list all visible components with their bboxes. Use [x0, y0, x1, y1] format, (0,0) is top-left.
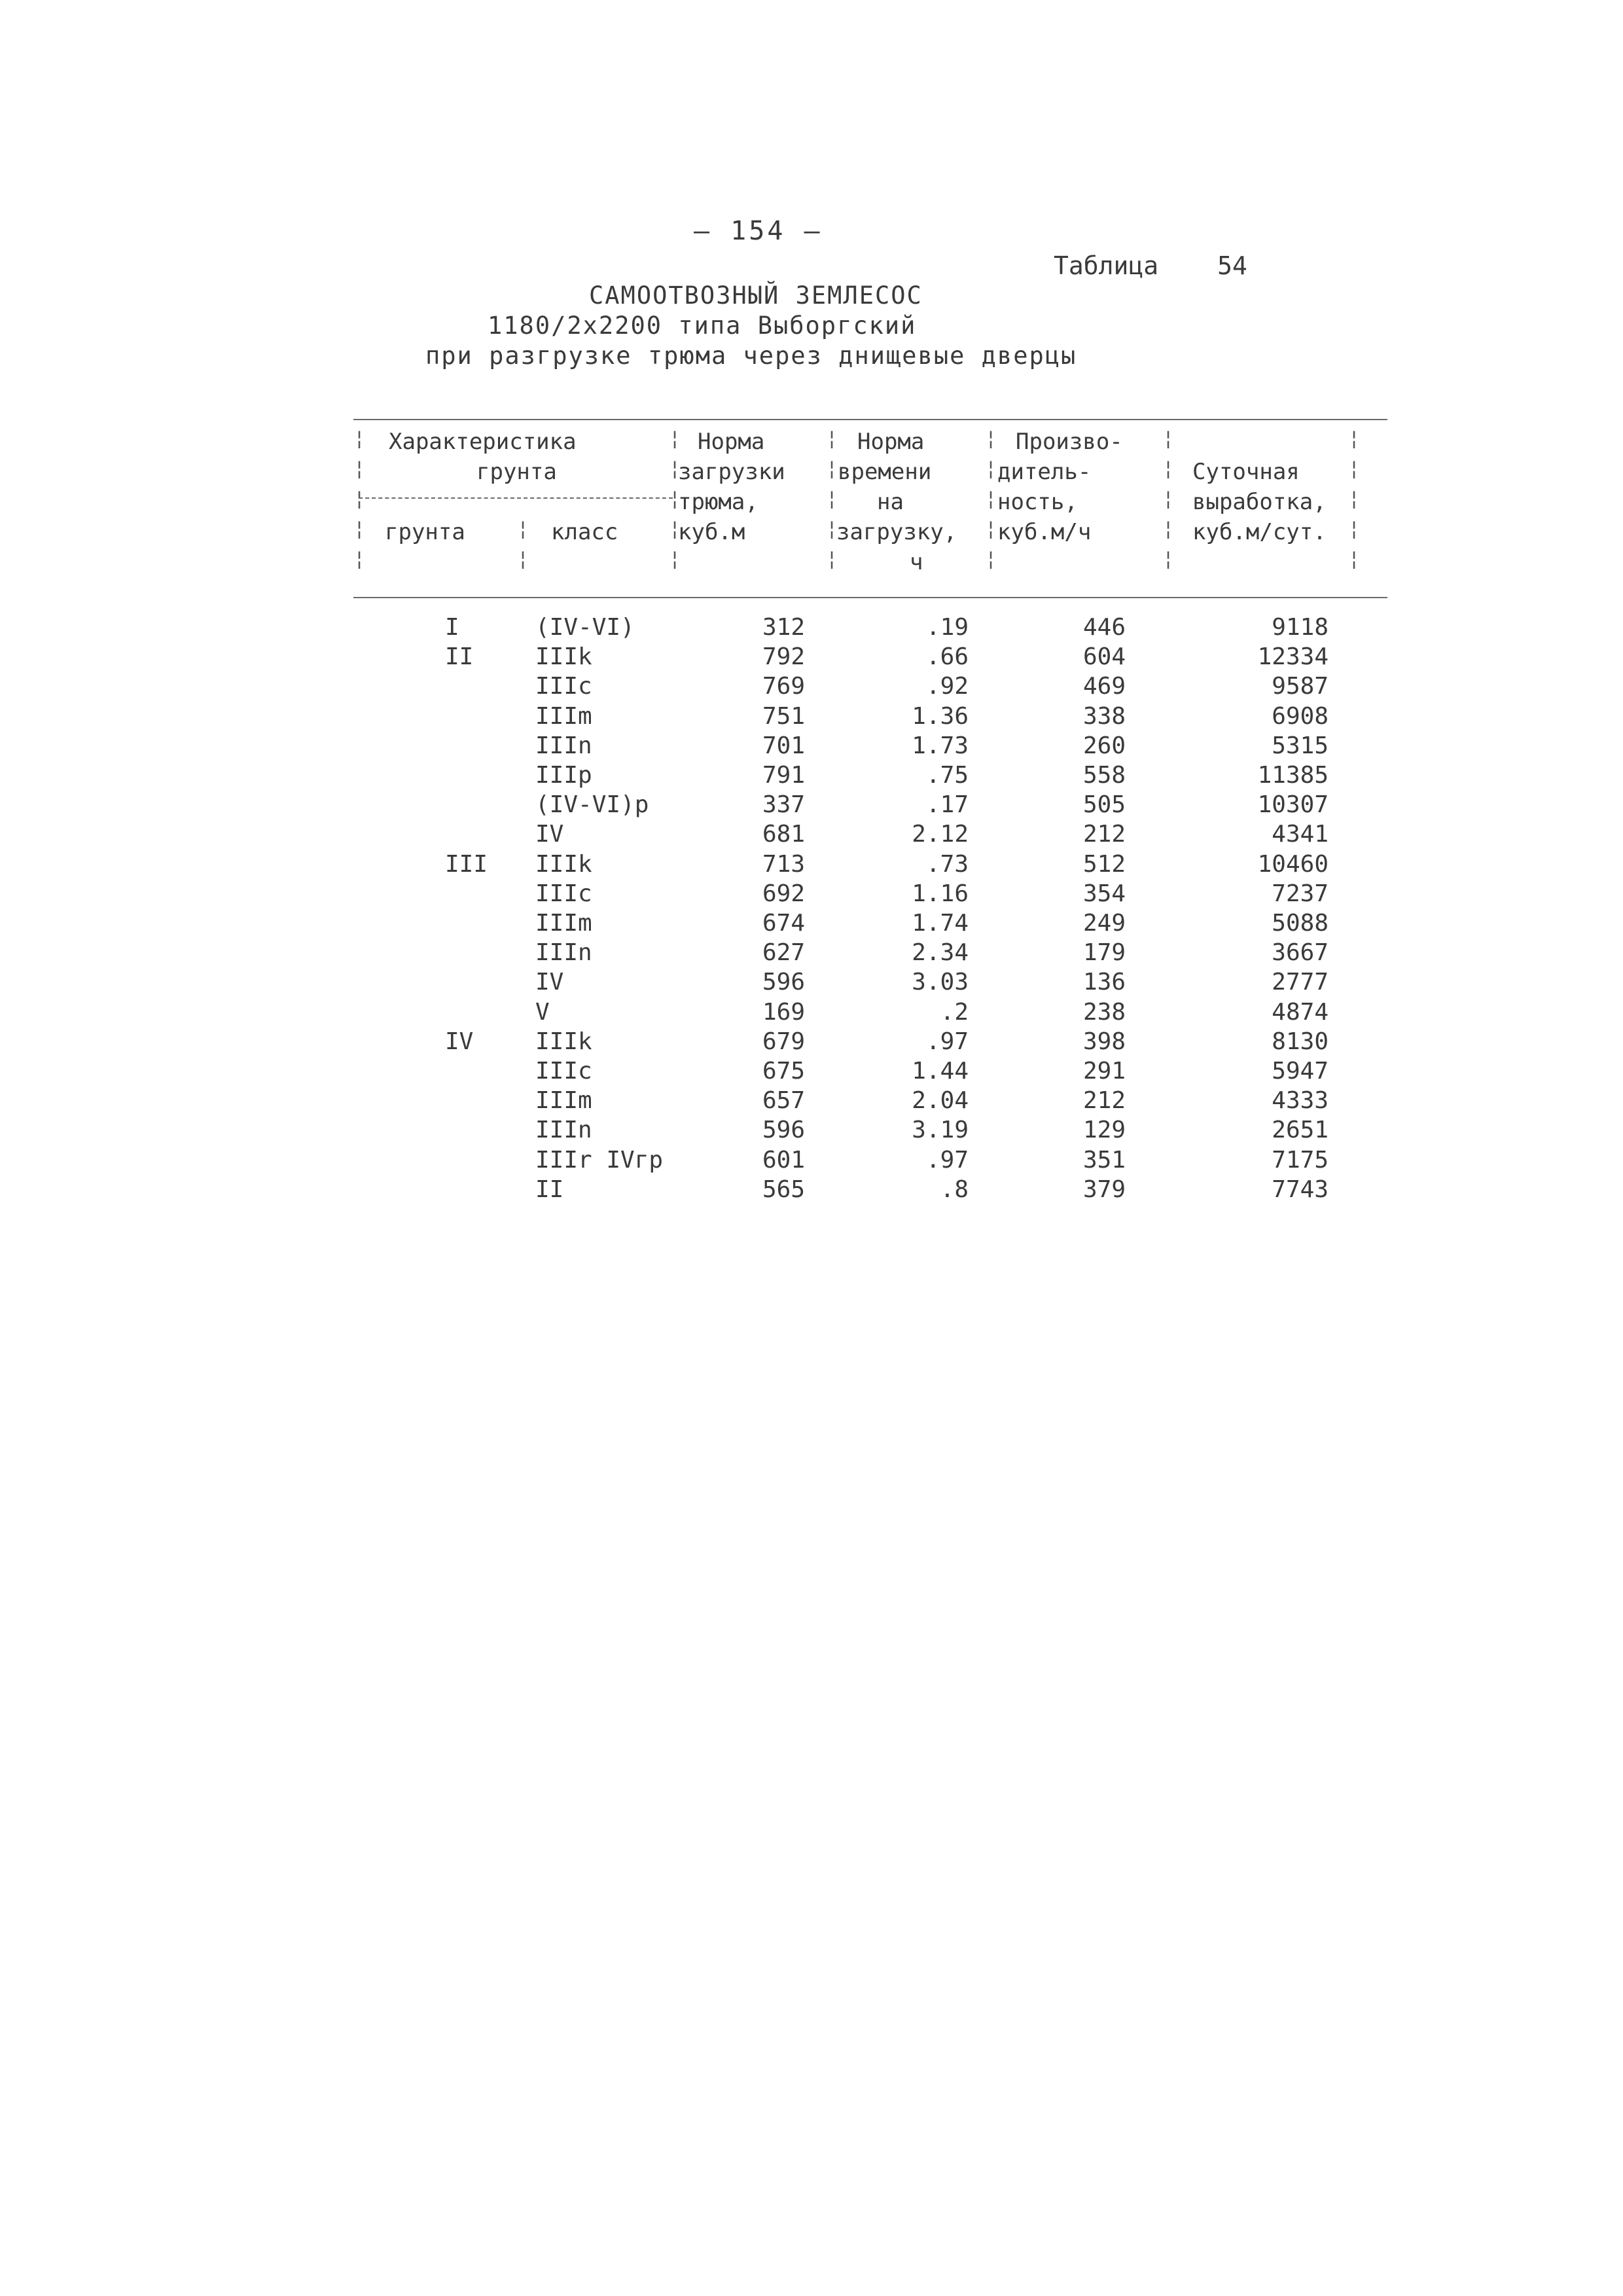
time-norm-cell: 2.34	[912, 939, 969, 967]
header-daily-output-3: куб.м/сут.	[1192, 519, 1327, 545]
time-norm-cell: .73	[925, 850, 969, 878]
header-time-norm-4: загрузку,	[836, 519, 957, 545]
time-norm-cell: 3.03	[912, 969, 969, 996]
header-load-norm-4: куб.м	[678, 519, 745, 545]
header-daily-output-2: выработка,	[1192, 489, 1327, 515]
time-norm-cell: 3.19	[912, 1117, 969, 1144]
header-productivity-3: ность,	[997, 489, 1078, 515]
table-title-line1: САМООТВОЗНЫЙ ЗЕМЛЕСОС	[589, 281, 923, 310]
productivity-cell: 469	[1082, 673, 1126, 700]
soil-class-cell: IIIm	[535, 1087, 592, 1115]
daily-output-cell: 9118	[1272, 614, 1329, 641]
header-daily-output-1: Суточная	[1192, 459, 1300, 485]
soil-class-cell: IIIp	[535, 762, 592, 789]
soil-class-cell: IIIm	[535, 910, 592, 937]
soil-class-cell: IIIc	[535, 673, 592, 700]
col-separator: ¦ ¦ ¦ ¦ ¦	[1162, 427, 1175, 571]
daily-output-cell: 7175	[1272, 1146, 1329, 1174]
page-number: — 154 —	[694, 216, 823, 246]
soil-class-cell: IIIm	[535, 702, 592, 730]
header-dashed-divider	[359, 497, 673, 499]
header-load-norm-3: трюма,	[678, 489, 758, 515]
productivity-cell: 249	[1082, 910, 1126, 937]
col-separator: ¦ ¦ ¦ ¦ ¦	[985, 427, 997, 571]
load-norm-cell: 601	[762, 1146, 805, 1174]
productivity-cell: 129	[1082, 1117, 1126, 1144]
header-time-norm-5: ч	[910, 549, 923, 575]
soil-class-cell: (IV-VI)	[535, 614, 635, 641]
header-soil-group: грунта	[385, 519, 465, 545]
productivity-cell: 338	[1082, 702, 1126, 730]
col-separator: ¦ ¦ ¦ ¦ ¦	[826, 427, 838, 571]
col-separator: ¦ ¦	[517, 518, 529, 571]
load-norm-cell: 679	[762, 1028, 805, 1055]
soil-class-cell: IIIc	[535, 880, 592, 907]
table-title-line3: при разгрузке трюма через днищевые дверцы	[425, 342, 1077, 370]
daily-output-cell: 9587	[1272, 673, 1329, 700]
col-separator: ¦ ¦ ¦ ¦ ¦	[1348, 427, 1361, 571]
load-norm-cell: 596	[762, 1117, 805, 1144]
load-norm-cell: 692	[762, 880, 805, 907]
time-norm-cell: 2.04	[912, 1087, 969, 1115]
productivity-cell: 604	[1082, 643, 1126, 671]
header-time-norm-1: Норма	[857, 429, 925, 455]
daily-output-cell: 5088	[1272, 910, 1329, 937]
daily-output-cell: 6908	[1272, 702, 1329, 730]
col-separator: ¦ ¦ ¦ ¦ ¦	[669, 427, 681, 571]
load-norm-cell: 657	[762, 1087, 805, 1115]
daily-output-cell: 2651	[1272, 1117, 1329, 1144]
soil-class-cell: IV	[535, 969, 564, 996]
load-norm-cell: 596	[762, 969, 805, 996]
soil-class-cell: IIIn	[535, 939, 592, 967]
productivity-cell: 379	[1082, 1175, 1126, 1203]
table-label	[1054, 251, 1247, 280]
time-norm-cell: .75	[925, 762, 969, 789]
header-productivity-1: Произво-	[1016, 429, 1123, 455]
daily-output-cell: 3667	[1272, 939, 1329, 967]
productivity-cell: 398	[1082, 1028, 1126, 1055]
daily-output-cell: 7237	[1272, 880, 1329, 907]
time-norm-cell: 1.73	[912, 732, 969, 759]
load-norm-cell: 565	[762, 1175, 805, 1203]
time-norm-cell: .17	[925, 791, 969, 819]
table-top-rule	[353, 419, 1387, 420]
productivity-cell: 260	[1082, 732, 1126, 759]
time-norm-cell: .66	[925, 643, 969, 671]
header-time-norm-3: на	[877, 489, 904, 515]
load-norm-cell: 791	[762, 762, 805, 789]
soil-class-cell: IV	[535, 821, 564, 848]
daily-output-cell: 8130	[1272, 1028, 1329, 1055]
load-norm-cell: 312	[762, 614, 805, 641]
productivity-cell: 505	[1082, 791, 1126, 819]
load-norm-cell: 627	[762, 939, 805, 967]
soil-group-cell: I	[445, 614, 459, 641]
productivity-cell: 558	[1082, 762, 1126, 789]
productivity-cell: 179	[1082, 939, 1126, 967]
header-productivity-4: куб.м/ч	[997, 519, 1092, 545]
load-norm-cell: 169	[762, 998, 805, 1026]
soil-class-cell: IIIk	[535, 850, 592, 878]
productivity-cell: 351	[1082, 1146, 1126, 1174]
time-norm-cell: .2	[940, 998, 969, 1026]
load-norm-cell: 681	[762, 821, 805, 848]
productivity-cell: 446	[1082, 614, 1126, 641]
time-norm-cell: .19	[925, 614, 969, 641]
productivity-cell: 136	[1082, 969, 1126, 996]
time-norm-cell: .97	[925, 1028, 969, 1055]
daily-output-cell: 10307	[1257, 791, 1329, 819]
header-productivity-2: дитель-	[997, 459, 1092, 485]
load-norm-cell: 337	[762, 791, 805, 819]
soil-group-cell: IV	[445, 1028, 474, 1055]
header-load-norm-1: Норма	[698, 429, 765, 455]
daily-output-cell: 5947	[1272, 1058, 1329, 1085]
soil-class-cell: IIIn	[535, 732, 592, 759]
table-number: 54	[1217, 251, 1247, 280]
soil-class-cell: IIIr IVгр	[535, 1146, 664, 1174]
header-load-norm-2: загрузки	[678, 459, 785, 485]
daily-output-cell: 4333	[1272, 1087, 1329, 1115]
time-norm-cell: 1.16	[912, 880, 969, 907]
daily-output-cell: 5315	[1272, 732, 1329, 759]
soil-class-cell: IIIc	[535, 1058, 592, 1085]
daily-output-cell: 2777	[1272, 969, 1329, 996]
load-norm-cell: 713	[762, 850, 805, 878]
daily-output-cell: 4341	[1272, 821, 1329, 848]
productivity-cell: 512	[1082, 850, 1126, 878]
load-norm-cell: 792	[762, 643, 805, 671]
load-norm-cell: 769	[762, 673, 805, 700]
header-time-norm-2: времени	[838, 459, 932, 485]
daily-output-cell: 12334	[1257, 643, 1329, 671]
productivity-cell: 212	[1082, 821, 1126, 848]
daily-output-cell: 4874	[1272, 998, 1329, 1026]
daily-output-cell: 11385	[1257, 762, 1329, 789]
load-norm-cell: 675	[762, 1058, 805, 1085]
productivity-cell: 212	[1082, 1087, 1126, 1115]
soil-group-cell: II	[445, 643, 474, 671]
header-soil-class: класс	[551, 519, 618, 545]
time-norm-cell: 1.36	[912, 702, 969, 730]
header-characteristic: Характеристика	[389, 429, 577, 455]
productivity-cell: 238	[1082, 998, 1126, 1026]
time-norm-cell: 2.12	[912, 821, 969, 848]
soil-class-cell: IIIn	[535, 1117, 592, 1144]
load-norm-cell: 674	[762, 910, 805, 937]
time-norm-cell: .8	[940, 1175, 969, 1203]
soil-class-cell: IIIk	[535, 1028, 592, 1055]
table-title-line2: 1180/2x2200 типа Выборгский	[488, 312, 917, 340]
soil-group-cell: III	[445, 850, 488, 878]
time-norm-cell: .92	[925, 673, 969, 700]
header-characteristic-soil: грунта	[476, 459, 557, 485]
daily-output-cell: 7743	[1272, 1175, 1329, 1203]
col-separator: ¦ ¦ ¦ ¦ ¦	[353, 427, 366, 571]
soil-class-cell: (IV-VI)p	[535, 791, 649, 819]
table-header-rule	[353, 597, 1387, 598]
time-norm-cell: 1.44	[912, 1058, 969, 1085]
soil-class-cell: II	[535, 1175, 564, 1203]
load-norm-cell: 701	[762, 732, 805, 759]
table-label-text: Таблица	[1054, 251, 1159, 280]
time-norm-cell: .97	[925, 1146, 969, 1174]
soil-class-cell: IIIk	[535, 643, 592, 671]
daily-output-cell: 10460	[1257, 850, 1329, 878]
load-norm-cell: 751	[762, 702, 805, 730]
productivity-cell: 291	[1082, 1058, 1126, 1085]
time-norm-cell: 1.74	[912, 910, 969, 937]
soil-class-cell: V	[535, 998, 550, 1026]
productivity-cell: 354	[1082, 880, 1126, 907]
